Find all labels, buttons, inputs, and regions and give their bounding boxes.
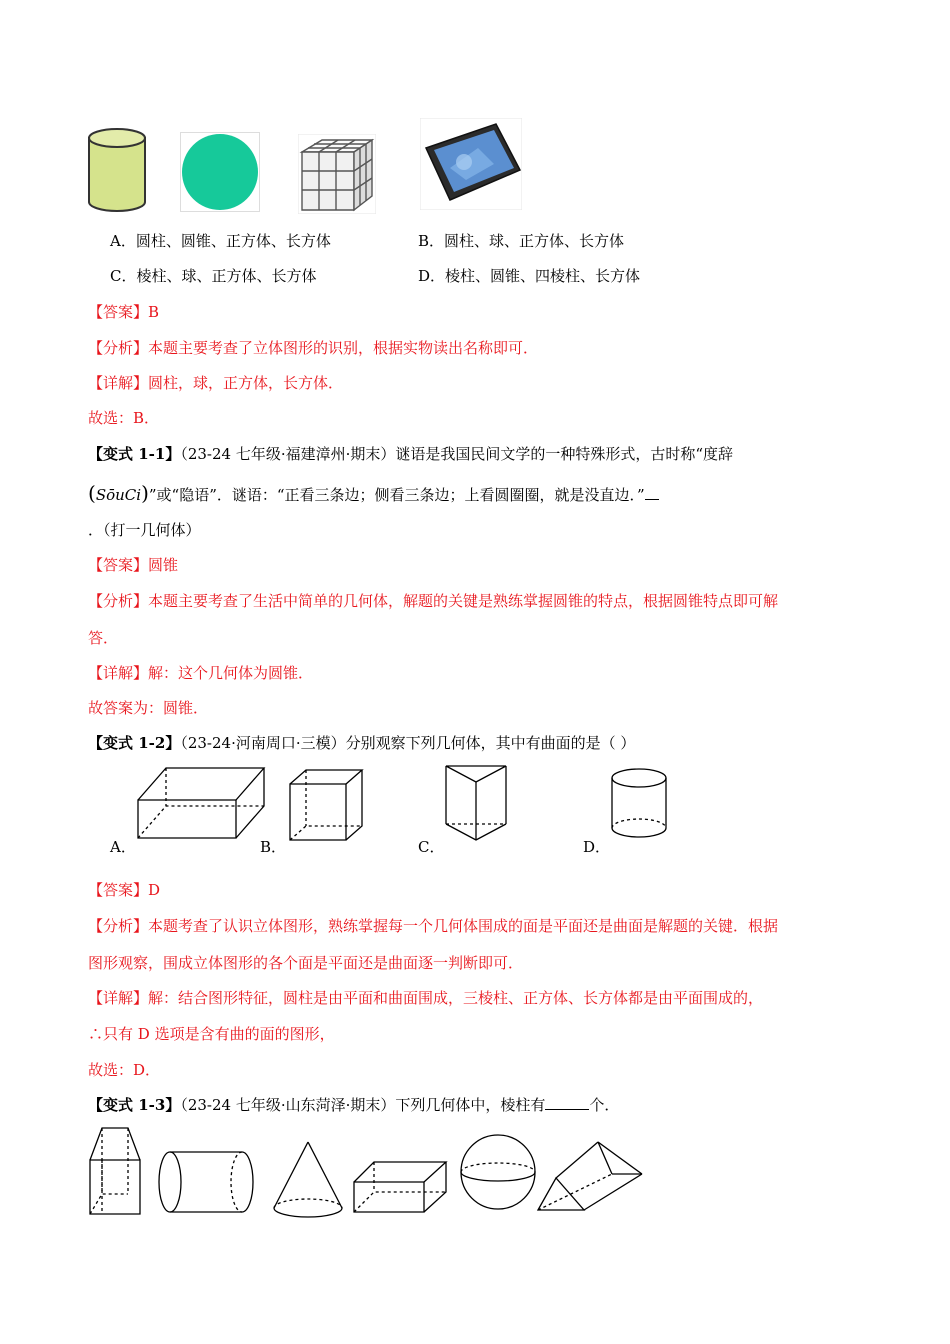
- cylinder-photo: [86, 126, 148, 216]
- v11-analysis-2: 答．: [88, 629, 119, 647]
- v11-detail: 【详解】解：这个几何体为圆锥．: [88, 664, 314, 682]
- v11-analysis-1: 【分析】本题主要考查了生活中简单的几何体，解题的关键是熟练掌握圆锥的特点，根据圆锥特点即可解: [88, 592, 779, 610]
- horizontal-cylinder-figure: [156, 1148, 256, 1218]
- cuboid-figure: [136, 766, 266, 840]
- sphere-figure: [458, 1132, 538, 1212]
- v12-label-d: D．: [583, 838, 611, 856]
- analysis-line: 【分析】本题主要考查了立体图形的识别，根据实物读出名称即可．: [88, 339, 539, 357]
- v12-detail-2: ∴只有 D 选项是含有曲的面的图形，: [88, 1025, 335, 1043]
- v11-question-line2: (SōuCi)”或“隐语”．谜语：“正看三条边；侧看三条边；上看圆圈圈，就是没直边．”: [88, 483, 659, 505]
- option-c: C．棱柱、球、正方体、长方体: [110, 267, 317, 285]
- tablet-photo: [420, 118, 522, 210]
- v11-answer: 【答案】圆锥: [88, 556, 179, 574]
- v12-analysis-1: 【分析】本题考查了认识立体图形，熟练掌握每一个几何体围成的面是平面还是曲面是解题的关键．根据: [88, 917, 779, 935]
- cylinder-top: [89, 129, 145, 147]
- option-d: D．棱柱、圆锥、四棱柱、长方体: [418, 267, 641, 285]
- tilted-prism-figure: [534, 1138, 646, 1216]
- triangular-prism-figure: [444, 762, 508, 842]
- v12-label-c: C．: [418, 838, 445, 856]
- square-frustum-figure: [86, 1124, 144, 1218]
- conclusion-line: 故选：B．: [88, 409, 160, 427]
- answer-blank: [645, 485, 659, 500]
- option-b: B．圆柱、球、正方体、长方体: [418, 232, 625, 250]
- v12-conclusion: 故选：D．: [88, 1061, 161, 1079]
- v11-question-line3: ．（打一几何体）: [88, 521, 201, 539]
- v12-label-b: B．: [260, 838, 287, 856]
- v11-conclusion: 故答案为：圆锥．: [88, 699, 209, 717]
- answer-line: 【答案】B: [88, 303, 160, 321]
- cylinder-body: [89, 138, 145, 211]
- v12-answer: 【答案】D: [88, 881, 161, 899]
- count-blank: [545, 1095, 589, 1110]
- v13-question: 【变式 1-3】（23-24 七年级·山东菏泽·期末）下列几何体中，棱柱有 个．: [88, 1096, 620, 1114]
- cone-figure: [268, 1140, 348, 1220]
- option-a: A．圆柱、圆锥、正方体、长方体: [110, 232, 331, 250]
- sphere-disc: [182, 134, 258, 210]
- rubiks-cube-photo: [298, 134, 376, 214]
- pinyin: SōuCi: [95, 486, 142, 504]
- v11-question-line1: 【变式 1-1】（23-24 七年级·福建漳州·期末）谜语是我国民间文学的一种特殊形式，古时称“度辞: [88, 445, 734, 463]
- cube-figure: [286, 768, 366, 842]
- v12-detail-1: 【详解】解：结合图形特征，圆柱是由平面和曲面围成，三棱柱、正方体、长方体都是由平面围成的，: [88, 989, 764, 1007]
- detail-line: 【详解】圆柱，球，正方体，长方体．: [88, 374, 344, 392]
- cylinder-figure: [608, 766, 670, 842]
- v12-question: 【变式 1-2】（23-24·河南周口·三模）分别观察下列几何体，其中有曲面的是（ ）: [88, 734, 636, 752]
- flat-cuboid-figure: [352, 1160, 448, 1214]
- v12-label-a: A．: [110, 838, 136, 856]
- v12-analysis-2: 图形观察，围成立体图形的各个面是平面还是曲面逐一判断即可．: [88, 954, 524, 972]
- sphere-photo: [180, 132, 260, 212]
